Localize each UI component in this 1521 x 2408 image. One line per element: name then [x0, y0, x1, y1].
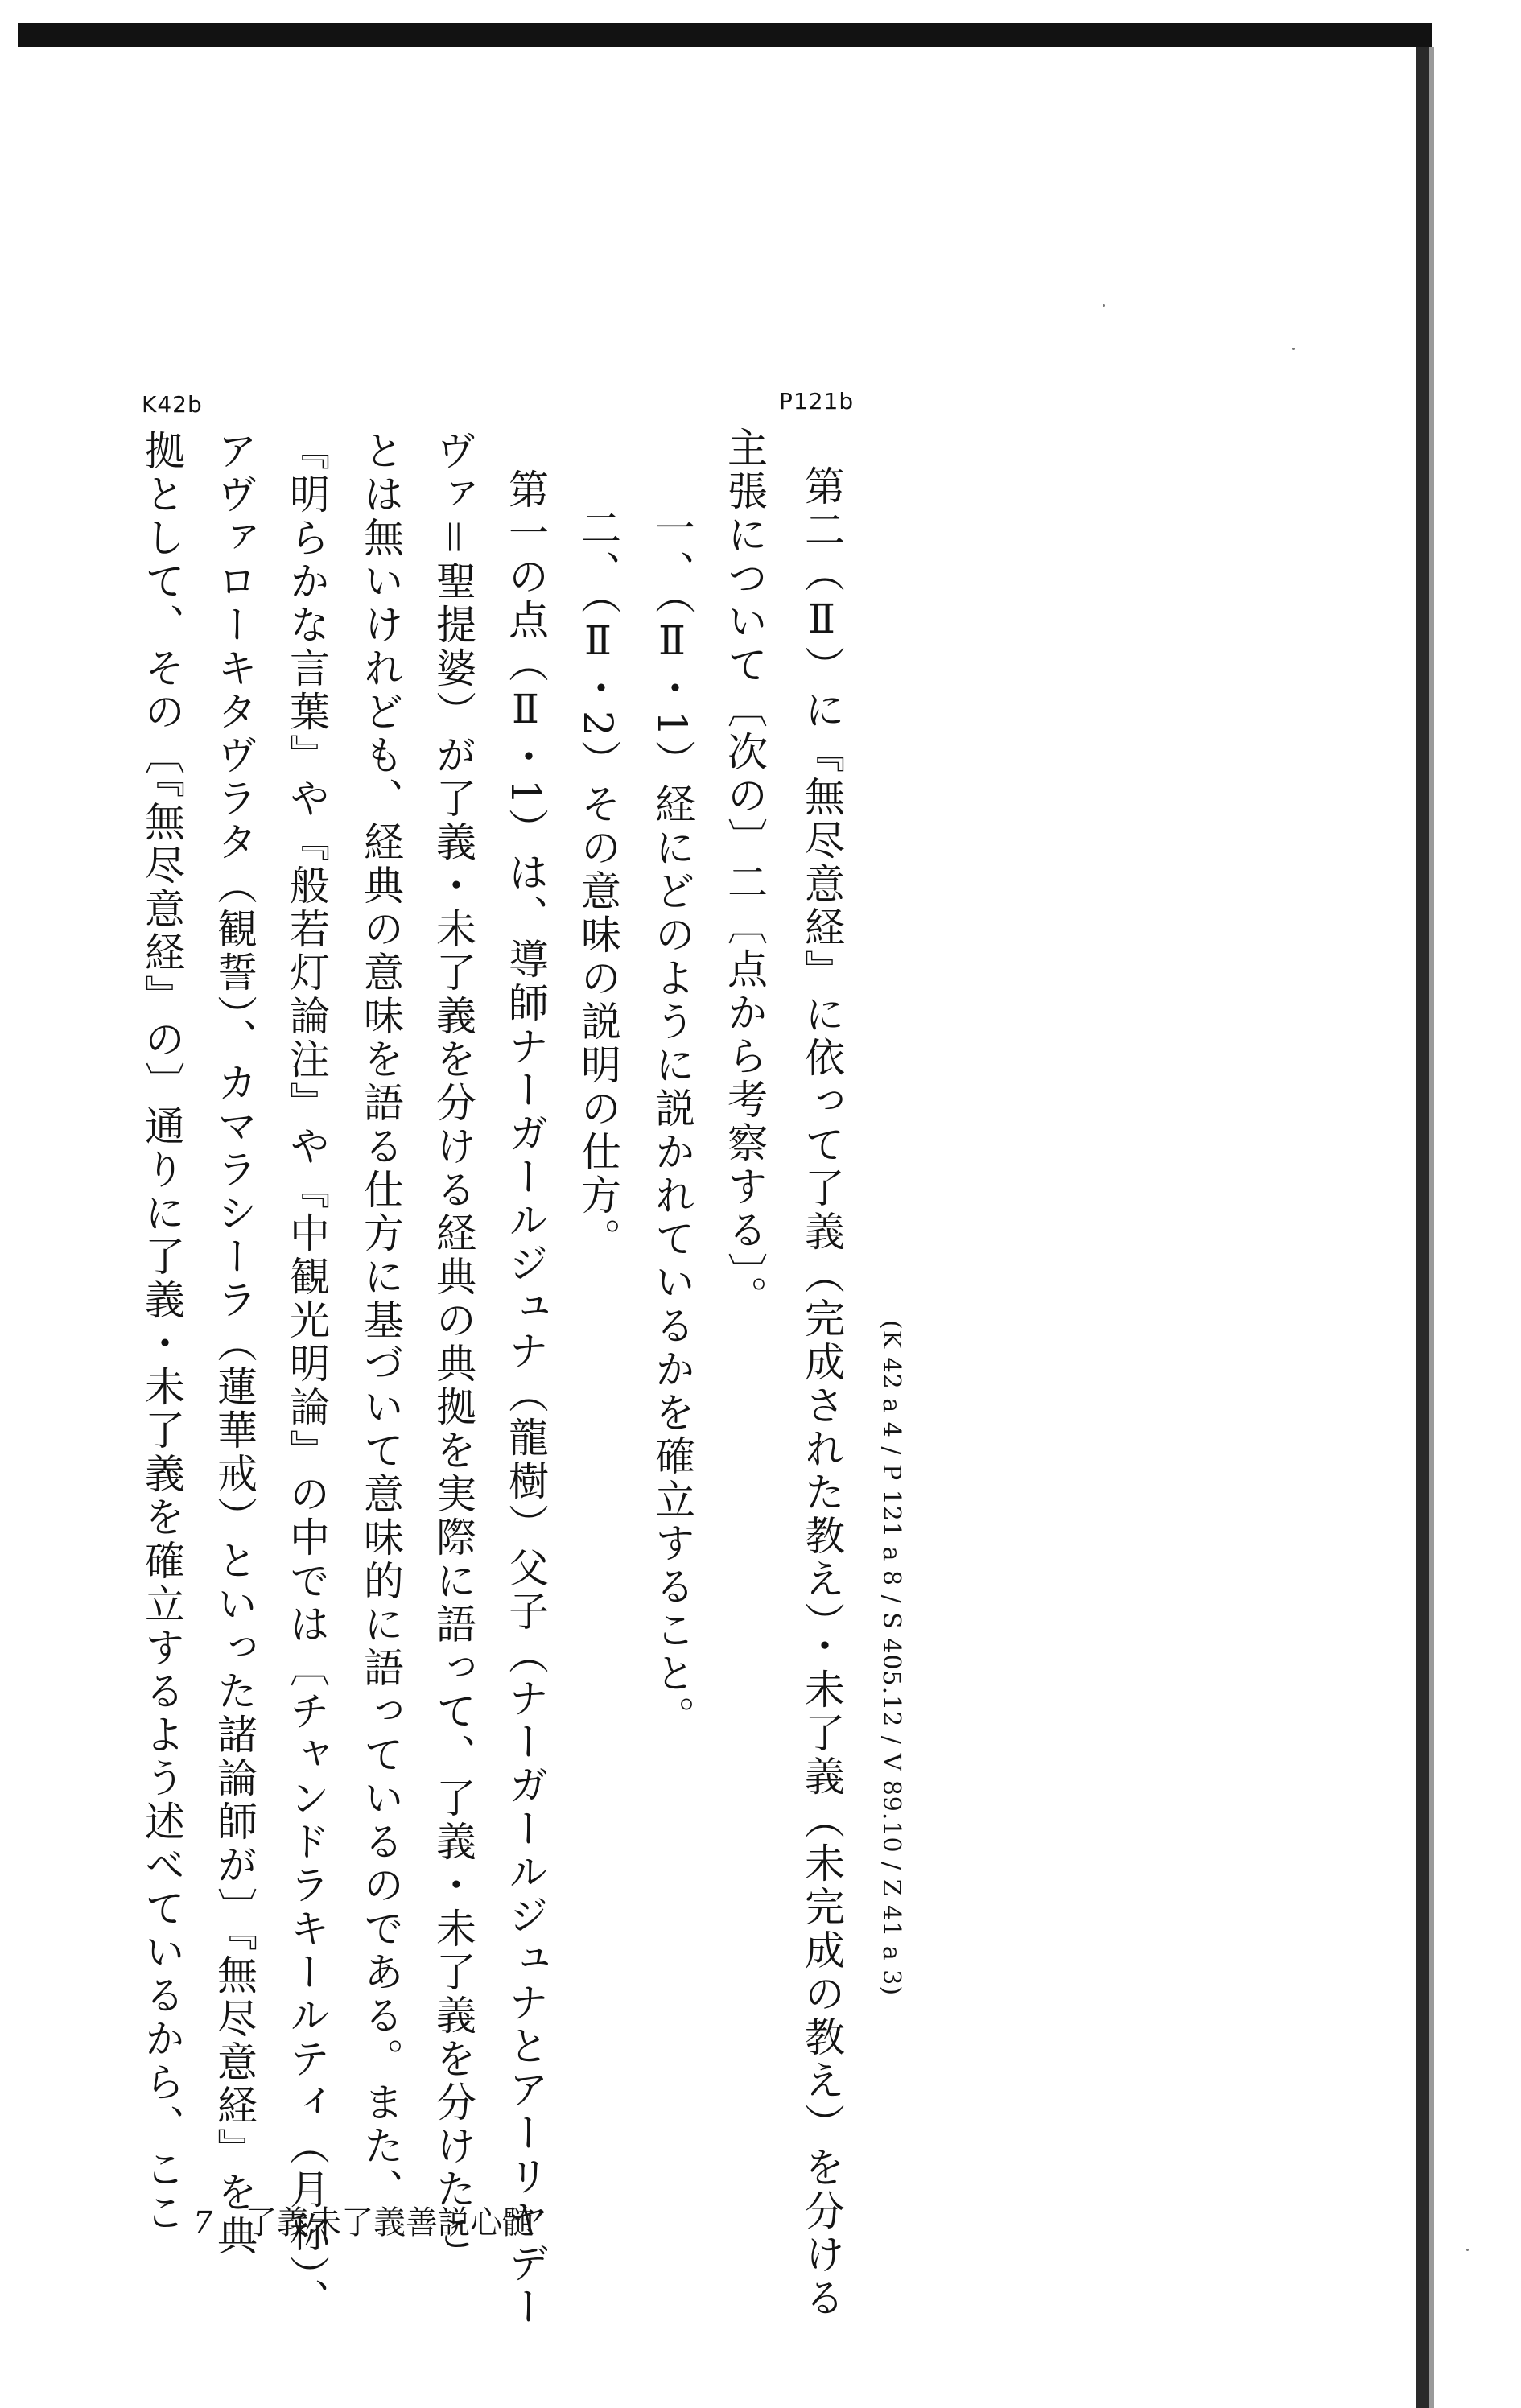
- body-column-5: 第一の点（Ⅱ・1）は、導師ナーガールジュナ（龍樹）父子（ナーガールジュナとアーリヤデー: [502, 468, 549, 2329]
- body-column-10: 拠として、その〔『無尽意経』の〕通りに了義・未了義を確立するよう述べているから、ここ: [138, 430, 185, 2235]
- body-column-8: 『明らかな言葉』や『般若灯論注』や『中観光明論』の中では〔チャンドラキールティ（月称）、: [283, 430, 330, 2322]
- page-edge-shadow: [1416, 47, 1429, 2408]
- body-column-6: ヴァ＝聖提婆）が了義・未了義を分ける経典の典拠を実際に語って、了義・未了義を分けたこ: [430, 430, 476, 2255]
- page-ref-left: K42b: [142, 391, 203, 418]
- body-column-7: とは無いけれども、経典の意味を語る仕方に基づいて意味的に語っているのである。また、: [357, 430, 404, 2212]
- page-ref-right: P121b: [779, 388, 855, 414]
- body-column-2: 主張について〔次の〕二〔点から考察する〕。: [721, 427, 768, 1319]
- top-rule: [18, 23, 1432, 47]
- page-edge-grain: [1429, 47, 1434, 2408]
- scan-speck: [1103, 304, 1105, 307]
- scan-speck: [1292, 348, 1295, 350]
- body-column-1: 第二（Ⅱ）に『無尽意経』に依って了義（完成された教え）・未了義（未完成の教え）を分ける: [798, 465, 845, 2320]
- citation-column: (K 42 a 4 / P 121 a 8 / S 405.12 / V 89.10 / Z 41 a 3): [877, 1320, 905, 1997]
- folio-number: 7: [193, 2205, 213, 2241]
- body-column-4: 二、（Ⅱ・2）その意味の説明の仕方。: [575, 507, 621, 1261]
- scan-speck: [1466, 2249, 1469, 2251]
- body-column-9: アヴァローキタヴラタ（観誓）、カマラシーラ（蓮華戒）といった諸論師が〕『無尽意経』を典: [211, 430, 258, 2258]
- page-footer: [193, 2197, 534, 2243]
- body-column-3: 一、（Ⅱ・1）経にどのように説かれているかを確立すること。: [649, 507, 695, 1739]
- running-title: 了義未了義善説心髄: [245, 2204, 535, 2241]
